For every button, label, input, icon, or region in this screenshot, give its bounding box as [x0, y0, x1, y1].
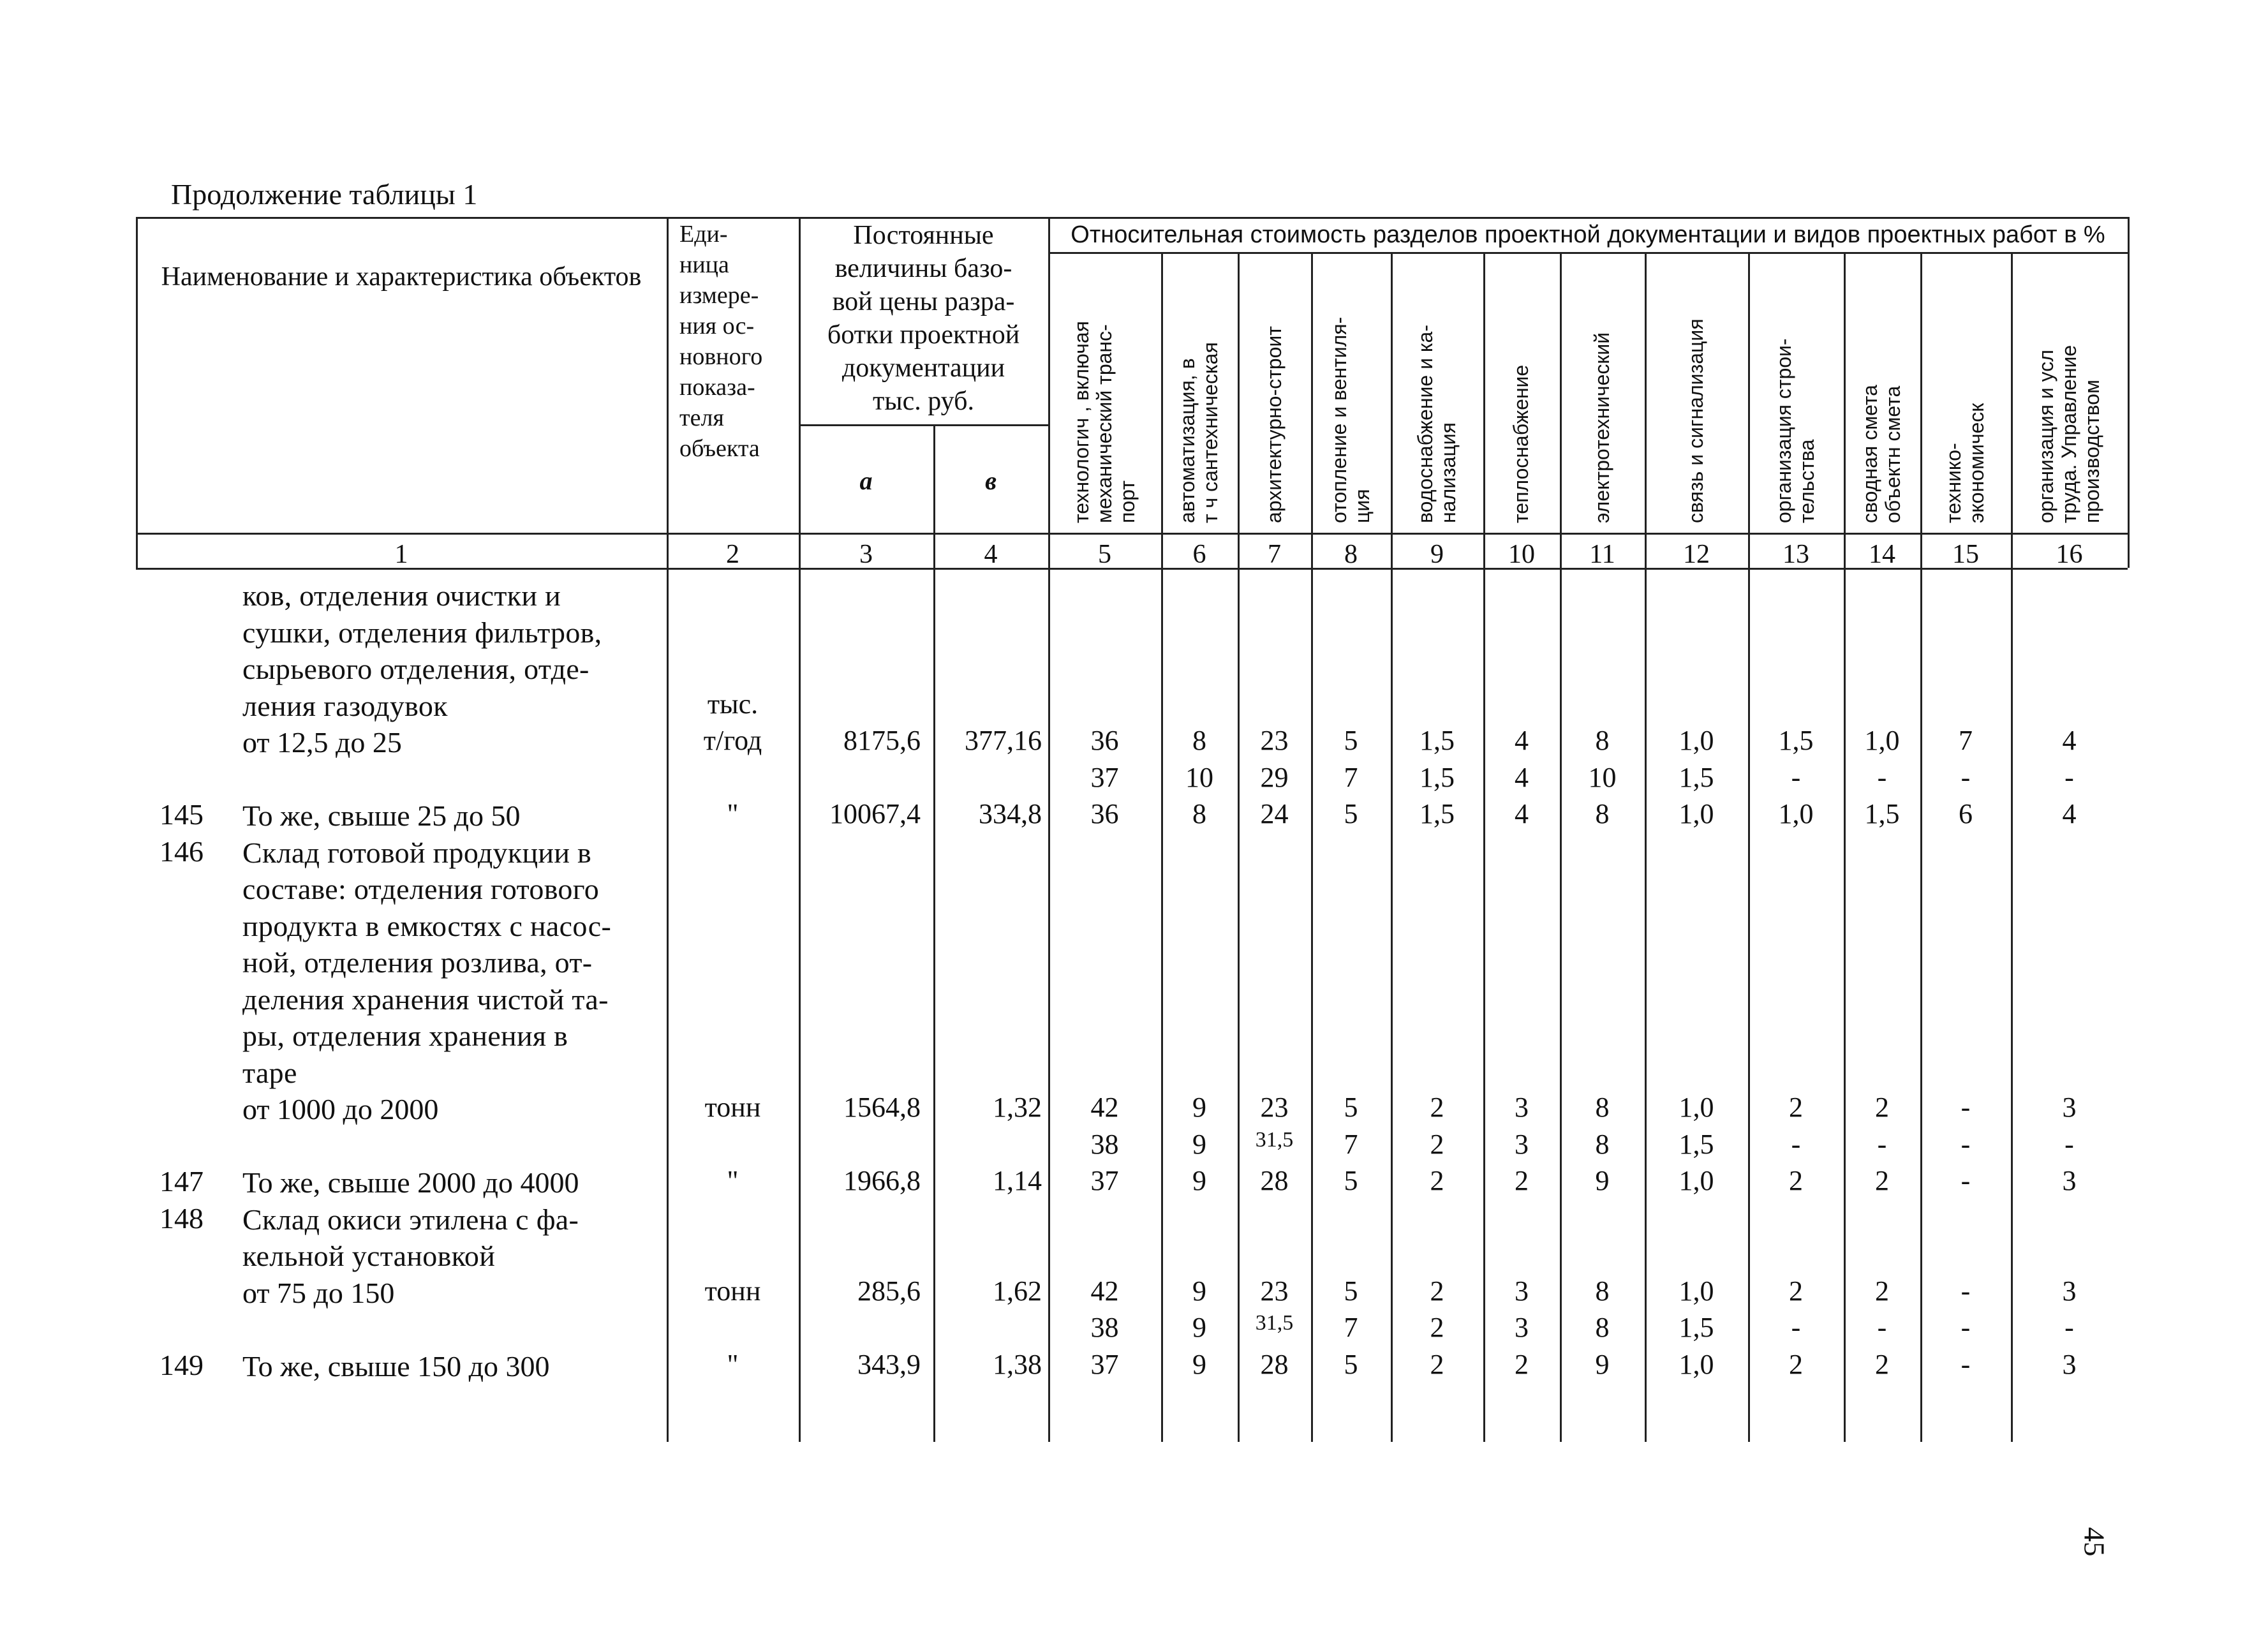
column-divider [1645, 252, 1647, 1442]
row-percent-value: 36 [1090, 798, 1119, 829]
column-number: 15 [1952, 540, 1979, 569]
row-value-a: 10067,4 [829, 798, 921, 829]
row-description-line: от 1000 до 2000 [242, 1093, 439, 1125]
column-number: 5 [1098, 540, 1111, 569]
row-percent-value: 1,5 [1419, 761, 1455, 793]
column-number: 8 [1344, 540, 1358, 569]
row-percent-value: - [1877, 1128, 1887, 1160]
row-percent-value: 9 [1192, 1092, 1206, 1123]
header-group-title: Относительная стоимость разделов проектной документации и видов проектных работ в % [1071, 221, 2105, 248]
header-rotated-text: отопление и вентиля- [1327, 316, 1351, 523]
row-description-line: ления газодувок [242, 689, 448, 722]
row-percent-value: 7 [1344, 1312, 1358, 1343]
row-percent-value: 1,0 [1679, 725, 1714, 756]
row-description-line: То же, свыше 25 до 50 [242, 799, 521, 832]
row-percent-value: 2 [1875, 1165, 1889, 1196]
header-base-price-line: документации [841, 353, 1005, 383]
row-percent-value: 7 [1344, 1128, 1358, 1160]
column-divider [2011, 252, 2013, 1442]
row-percent-value: 9 [1595, 1165, 1610, 1196]
row-percent-value: 3 [2062, 1165, 2077, 1196]
row-percent-value: 28 [1260, 1165, 1289, 1196]
header-rotated-text: электротехнический [1590, 332, 1613, 523]
header-unit-line: ница [679, 251, 729, 278]
row-description-line: составе: отделения готового [242, 873, 600, 905]
row-percent-value: 1,0 [1679, 1092, 1714, 1123]
row-description-line: Склад окиси этилена с фа- [242, 1203, 579, 1236]
row-description-line: от 12,5 до 25 [242, 726, 402, 759]
row-percent-value: 2 [1430, 1275, 1444, 1307]
row-description-line: То же, свыше 150 до 300 [242, 1349, 550, 1383]
row-percent-value: 5 [1344, 1348, 1358, 1380]
row-percent-value: 1,0 [1679, 1275, 1714, 1307]
header-rotated-text: механический транс- [1092, 324, 1116, 523]
column-number: 6 [1192, 540, 1206, 569]
row-percent-value: 1,0 [1778, 798, 1814, 829]
row-percent-value: 24 [1260, 798, 1289, 829]
row-percent-value: 8 [1595, 1275, 1610, 1307]
header-unit-line: показа- [679, 374, 755, 401]
row-percent-value: 8 [1595, 1312, 1610, 1343]
row-percent-value: 2 [1875, 1275, 1889, 1307]
row-description-line: кельной установкой [242, 1240, 496, 1272]
row-percent-value: 10 [1588, 761, 1617, 793]
row-unit: тыс. [707, 688, 759, 720]
row-percent-value: 3 [2062, 1275, 2077, 1307]
header-rotated-text: труда. Управление [2057, 345, 2080, 523]
row-percent-value: 9 [1192, 1348, 1206, 1380]
row-percent-value: 3 [2062, 1092, 2077, 1123]
row-description-line: Склад готовой продукции в [242, 836, 592, 869]
header-base-price-line: Постоянные [853, 221, 994, 250]
page-number: 45 [2078, 1527, 2111, 1557]
row-value-a: 8175,6 [843, 725, 921, 756]
row-percent-value: 2 [1515, 1165, 1529, 1196]
row-percent-value: 37 [1090, 1348, 1119, 1380]
row-percent-value: 8 [1595, 1092, 1610, 1123]
column-divider [1483, 252, 1485, 1442]
header-sub-b: в [985, 466, 997, 495]
row-percent-value: 8 [1595, 1128, 1610, 1160]
row-percent-value: 1,5 [1679, 1128, 1714, 1160]
row-percent-value: 8 [1595, 725, 1610, 756]
row-value-b: 377,16 [965, 725, 1042, 756]
row-unit: " [727, 1348, 739, 1380]
row-percent-value: 1,5 [1679, 761, 1714, 793]
row-percent-value: 5 [1344, 798, 1358, 829]
price-subheader-rule [799, 424, 1048, 426]
header-base-price-line: ботки проектной [827, 320, 1020, 350]
row-percent-value: 2 [1875, 1092, 1889, 1123]
row-percent-value: 2 [1430, 1165, 1444, 1196]
row-percent-value: 3 [1515, 1128, 1529, 1160]
row-percent-value: 2 [1430, 1348, 1444, 1380]
row-percent-value: 1,0 [1679, 1348, 1714, 1380]
row-percent-value: 42 [1090, 1275, 1119, 1307]
header-rotated-text: организация и усл [2034, 350, 2057, 523]
row-percent-value: 38 [1090, 1128, 1119, 1160]
column-number: 14 [1869, 540, 1895, 569]
header-sub-a: а [859, 466, 873, 495]
column-divider [2128, 217, 2130, 568]
column-number: 9 [1430, 540, 1444, 569]
header-rotated-text: связь и сигнализация [1684, 318, 1707, 523]
header-rotated-text: экономическ [1965, 403, 1988, 523]
header-unit-line: теля [679, 404, 724, 431]
header-rotated-text: технико- [1942, 443, 1965, 523]
row-percent-value: 5 [1344, 1165, 1358, 1196]
row-percent-value: 1,5 [1778, 725, 1814, 756]
row-number: 145 [159, 798, 204, 831]
row-value-b: 334,8 [979, 798, 1042, 829]
row-description-line: ры, отделения хранения в [242, 1020, 568, 1052]
header-unit-line: ния ос- [679, 313, 755, 339]
row-description-line: продукта в емкостях с насос- [242, 909, 612, 942]
row-percent-value: - [2064, 1128, 2074, 1160]
row-percent-value: 2 [1875, 1348, 1889, 1380]
row-percent-value: 28 [1260, 1348, 1289, 1380]
row-unit: тонн [704, 1275, 761, 1307]
row-percent-value: 37 [1090, 1165, 1119, 1196]
column-number: 1 [394, 540, 408, 569]
column-number: 13 [1783, 540, 1809, 569]
row-percent-value: 5 [1344, 1092, 1358, 1123]
row-number: 148 [159, 1201, 204, 1235]
column-divider [1920, 252, 1922, 1442]
row-percent-value: 29 [1260, 761, 1289, 793]
row-description-line: сырьевого отделения, отде- [242, 653, 589, 685]
row-value-b: 1,62 [993, 1275, 1042, 1307]
row-percent-value: 31,5 [1255, 1127, 1294, 1152]
row-percent-value: 23 [1260, 1275, 1289, 1307]
row-value-b: 1,14 [993, 1165, 1042, 1196]
group-header-rule [1048, 252, 2128, 254]
column-number: 7 [1268, 540, 1281, 569]
row-percent-value: 3 [1515, 1312, 1529, 1343]
column-number: 3 [859, 540, 873, 569]
column-divider [1311, 252, 1313, 1442]
row-percent-value: 4 [2062, 725, 2077, 756]
row-percent-value: - [1960, 761, 1971, 793]
header-unit-line: новного [679, 343, 763, 370]
row-percent-value: 4 [1515, 725, 1529, 756]
row-percent-value: 4 [2062, 798, 2077, 829]
row-percent-value: 2 [1789, 1092, 1803, 1123]
header-rotated-text: сводная смета [1858, 385, 1881, 523]
row-unit: " [727, 1165, 739, 1196]
row-percent-value: 23 [1260, 725, 1289, 756]
row-percent-value: 6 [1959, 798, 1973, 829]
row-number: 147 [159, 1165, 204, 1198]
row-percent-value: 1,5 [1419, 798, 1455, 829]
row-percent-value: 38 [1090, 1312, 1119, 1343]
column-divider [136, 217, 138, 568]
header-unit-line: Еди- [679, 221, 728, 248]
row-percent-value: 7 [1959, 725, 1973, 756]
row-percent-value: - [1960, 1312, 1971, 1343]
column-divider [1748, 252, 1750, 1442]
row-description-line: То же, свыше 2000 до 4000 [242, 1166, 579, 1199]
row-percent-value: - [1960, 1165, 1971, 1196]
row-unit: " [727, 798, 739, 829]
row-percent-value: 1,0 [1679, 1165, 1714, 1196]
column-divider [1560, 252, 1562, 1442]
header-rotated-text: порт [1115, 480, 1139, 523]
row-percent-value: - [1960, 1348, 1971, 1380]
column-number: 2 [726, 540, 739, 569]
header-rotated-text: тельства [1795, 439, 1818, 523]
row-percent-value: 4 [1515, 761, 1529, 793]
row-percent-value: 2 [1430, 1092, 1444, 1123]
row-percent-value: 9 [1192, 1312, 1206, 1343]
header-rotated-text: технологич , включая [1069, 321, 1093, 523]
row-value-b: 1,38 [993, 1348, 1042, 1380]
row-percent-value: 3 [2062, 1348, 2077, 1380]
row-value-a: 1564,8 [843, 1092, 921, 1123]
row-percent-value: 2 [1430, 1312, 1444, 1343]
header-base-price-line: величины базо- [834, 254, 1012, 283]
row-percent-value: 2 [1430, 1128, 1444, 1160]
header-base-price-line: тыс. руб. [873, 387, 974, 416]
row-percent-value: - [1877, 761, 1887, 793]
row-percent-value: 4 [1515, 798, 1529, 829]
row-unit: т/год [703, 725, 762, 756]
table-top-border [136, 217, 2128, 219]
row-percent-value: - [1960, 1275, 1971, 1307]
row-percent-value: 7 [1344, 761, 1358, 793]
row-percent-value: 5 [1344, 1275, 1358, 1307]
row-description-line: ков, отделения очистки и [242, 579, 561, 612]
row-percent-value: 3 [1515, 1092, 1529, 1123]
row-percent-value: 36 [1090, 725, 1119, 756]
row-percent-value: 8 [1192, 798, 1206, 829]
header-rotated-text: объектн смета [1881, 385, 1904, 523]
column-number: 10 [1508, 540, 1535, 569]
row-percent-value: 2 [1789, 1348, 1803, 1380]
header-rotated-text: нализация [1436, 422, 1460, 523]
row-percent-value: 1,5 [1679, 1312, 1714, 1343]
column-number: 11 [1589, 540, 1615, 569]
column-number: 12 [1683, 540, 1710, 569]
row-description-line: от 75 до 150 [242, 1276, 395, 1309]
row-description-line: ной, отделения розлива, от- [242, 946, 593, 979]
row-percent-value: 9 [1192, 1275, 1206, 1307]
header-rotated-text: организация строи- [1772, 338, 1795, 523]
row-description-line: таре [242, 1056, 297, 1089]
row-description-line: деления хранения чистой та- [242, 983, 609, 1016]
row-percent-value: 10 [1185, 761, 1213, 793]
column-divider [1238, 252, 1240, 1442]
row-percent-value: 8 [1192, 725, 1206, 756]
column-number: 16 [2056, 540, 2083, 569]
header-bottom-rule [136, 533, 2128, 535]
row-percent-value: 2 [1515, 1348, 1529, 1380]
header-unit-line: объекта [679, 435, 760, 462]
header-rotated-text: архитектурно-строит [1262, 326, 1286, 523]
row-percent-value: - [1791, 761, 1801, 793]
row-percent-value: 2 [1789, 1275, 1803, 1307]
row-percent-value: 8 [1595, 798, 1610, 829]
header-rotated-text: автоматизация, в [1176, 358, 1199, 523]
row-number: 149 [159, 1348, 204, 1381]
row-percent-value: 3 [1515, 1275, 1529, 1307]
row-percent-value: 1,5 [1864, 798, 1900, 829]
row-description-line: сушки, отделения фильтров, [242, 616, 602, 649]
column-number: 4 [984, 540, 998, 569]
row-value-a: 343,9 [857, 1348, 921, 1380]
row-percent-value: - [1791, 1312, 1801, 1343]
header-rotated-text: т ч сантехническая [1199, 342, 1222, 523]
row-percent-value: - [1960, 1128, 1971, 1160]
row-percent-value: 31,5 [1255, 1311, 1294, 1335]
column-divider [1844, 252, 1846, 1442]
row-percent-value: 42 [1090, 1092, 1119, 1123]
row-unit: тонн [704, 1092, 761, 1123]
row-percent-value: 9 [1595, 1348, 1610, 1380]
row-percent-value: 1,5 [1419, 725, 1455, 756]
row-value-a: 285,6 [857, 1275, 921, 1307]
column-divider [1161, 252, 1163, 1442]
row-percent-value: 2 [1789, 1165, 1803, 1196]
row-percent-value: 23 [1260, 1092, 1289, 1123]
header-rotated-text: ция [1350, 489, 1374, 523]
header-rotated-text: водоснабжение и ка- [1413, 325, 1437, 523]
header-base-price-line: вой цены разра- [832, 287, 1015, 316]
row-percent-value: - [2064, 761, 2074, 793]
header-rotated-text: теплоснабжение [1509, 364, 1532, 523]
row-percent-value: - [2064, 1312, 2074, 1343]
row-percent-value: - [1877, 1312, 1887, 1343]
row-percent-value: - [1791, 1128, 1801, 1160]
row-percent-value: 9 [1192, 1128, 1206, 1160]
row-percent-value: 1,0 [1864, 725, 1900, 756]
row-percent-value: 9 [1192, 1165, 1206, 1196]
row-percent-value: - [1960, 1092, 1971, 1123]
row-percent-value: 5 [1344, 725, 1358, 756]
table-caption: Продолжение таблицы 1 [171, 178, 478, 211]
column-divider [1391, 252, 1393, 1442]
header-unit-line: измере- [679, 282, 759, 309]
row-number: 146 [159, 835, 204, 868]
row-percent-value: 37 [1090, 761, 1119, 793]
header-object-name: Наименование и характеристика объектов [161, 262, 642, 292]
row-value-b: 1,32 [993, 1092, 1042, 1123]
header-rotated-text: производством [2080, 380, 2103, 523]
row-percent-value: 1,0 [1679, 798, 1714, 829]
row-value-a: 1966,8 [843, 1165, 921, 1196]
